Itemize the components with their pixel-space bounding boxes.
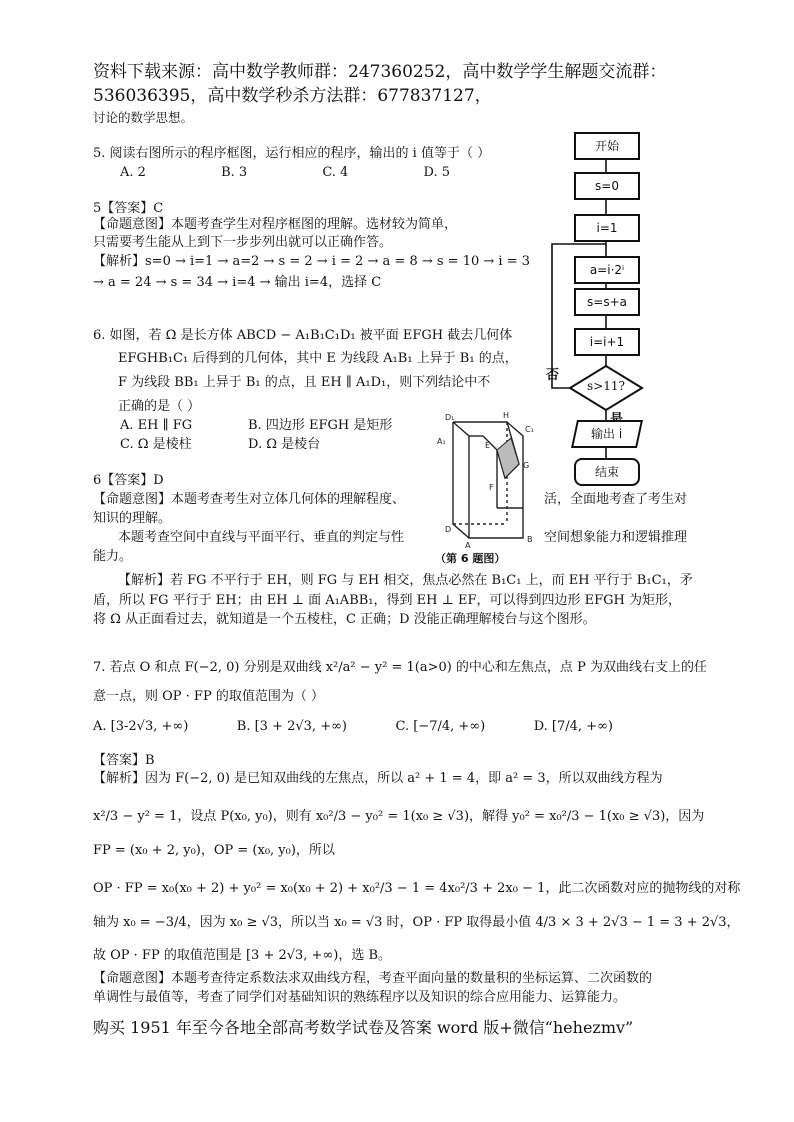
q5-answer: 5【答案】C bbox=[93, 201, 164, 216]
q7-option-b: B. [3 + 2√3, +∞) bbox=[236, 719, 347, 734]
header-line-1: 资料下载来源：高中数学教师群：247360252，高中数学学生解题交流群： bbox=[93, 62, 667, 82]
q6-intent-3b: 空间想象能力和逻辑推理 bbox=[544, 530, 688, 545]
q5-analysis-1: 【解析】s=0 → i=1 → a=2 → s = 2 → i = 2 → a = 8 → s = 10 → i = 3 bbox=[93, 254, 530, 269]
q6-answer: 6【答案】D bbox=[93, 473, 164, 488]
q7-question-1: 7. 若点 O 和点 F(−2, 0) 分别是双曲线 x²/a² − y² = 1(a>0) 的中心和左焦点，点 P 为双曲线右支上的任 bbox=[93, 660, 707, 675]
flow-a: a=i·2ⁱ bbox=[574, 256, 640, 284]
svg-text:E: E bbox=[485, 441, 491, 450]
q6-intent-3: 本题考查空间中直线与平面平行、垂直的判定与性 bbox=[118, 530, 405, 545]
q6-intent-1: 【命题意图】本题考查考生对立体几何体的理解程度、 bbox=[93, 492, 406, 507]
q7-analysis-4: OP · FP = x₀(x₀ + 2) + y₀² = x₀(x₀ + 2) + x₀²/3 − 1 = 4x₀²/3 + 2x₀ − 1，此二次函数对应的抛物线的对称 bbox=[93, 881, 741, 896]
q6-question-4: 正确的是（ ） bbox=[118, 399, 201, 414]
q7-options bbox=[93, 716, 613, 737]
flow-start: 开始 bbox=[574, 132, 640, 160]
q7-analysis-2: x²/3 − y² = 1，设点 P(x₀, y₀)，则有 x₀²/3 − y₀² = 1(x₀ ≥ √3)，解得 y₀² = x₀²/3 − 1(x₀ ≥ √3)，因为 bbox=[93, 809, 705, 824]
svg-text:G: G bbox=[523, 461, 530, 470]
flow-output bbox=[571, 420, 643, 448]
q6-intent-1b: 活，全面地考查了考生对 bbox=[544, 492, 688, 507]
q6-analysis-1: 【解析】若 FG 不平行于 EH，则 FG 与 EH 相交，焦点必然在 B₁C₁ 上，而 EH 平行于 B₁C₁，矛 bbox=[118, 573, 693, 588]
q6-question-3: F 为线段 BB₁ 上异于 B₁ 的点，且 EH ∥ A₁D₁，则下列结论中不 bbox=[118, 375, 491, 390]
q5-option-d: D. 5 bbox=[423, 165, 450, 180]
svg-text:F: F bbox=[489, 483, 494, 492]
q5-intent-2: 只需要考生能从上到下一步步列出就可以正确作答。 bbox=[93, 235, 393, 250]
svg-text:D: D bbox=[445, 525, 452, 534]
flow-no-label: 否 bbox=[546, 368, 560, 383]
q6-analysis-2: 盾，所以 FG 平行于 EH；由 EH ⊥ 面 A₁ABB₁，得到 EH ⊥ EF，可以得到四边形 EFGH 为矩形， bbox=[93, 593, 681, 608]
q7-question-2: 意一点，则 OP · FP 的取值范围为（ ） bbox=[93, 689, 324, 704]
flow-condition: s>11? bbox=[587, 379, 625, 393]
footer-note: 购买 1951 年至今各地全部高考数学试卷及答案 word 版+微信“hehezmv” bbox=[93, 1018, 634, 1037]
q7-intent-2: 单调性与最值等，考查了同学们对基础知识的熟练程序以及知识的综合应用能力、运算能力。 bbox=[93, 990, 627, 1005]
svg-text:B: B bbox=[527, 535, 533, 544]
q5-option-a: A. 2 bbox=[120, 165, 146, 180]
q7-option-a: A. [3-2√3, +∞) bbox=[93, 719, 189, 734]
flow-inc: i=i+1 bbox=[574, 328, 640, 356]
q5-question: 5. 阅读右图所示的程序框图，运行相应的程序，输出的 i 值等于（ ） bbox=[93, 146, 491, 161]
cuboid-diagram bbox=[423, 408, 543, 568]
svg-text:D₁: D₁ bbox=[445, 413, 455, 422]
svg-text:A₁: A₁ bbox=[437, 437, 446, 446]
q7-intent-1: 【命题意图】本题考查待定系数法求双曲线方程，考查平面向量的数量积的坐标运算、二次函数的 bbox=[93, 971, 653, 986]
q6-intent-4: 能力。 bbox=[93, 549, 133, 564]
flow-end: 结束 bbox=[574, 458, 640, 486]
q7-answer: 【答案】B bbox=[93, 753, 155, 768]
q6-option-a: A. EH ∥ FG bbox=[120, 418, 193, 433]
q5-option-c: C. 4 bbox=[322, 165, 349, 180]
q7-analysis-6: 故 OP · FP 的取值范围是 [3 + 2√3, +∞)，选 B。 bbox=[93, 948, 392, 963]
flow-output-label: 输出 i bbox=[591, 427, 623, 441]
q7-option-d: D. [7/4, +∞) bbox=[533, 719, 613, 734]
q6-question-2: EFGHB₁C₁ 后得到的几何体，其中 E 为线段 A₁B₁ 上异于 B₁ 的点， bbox=[118, 351, 518, 366]
q6-option-d: D. Ω 是棱台 bbox=[248, 437, 321, 452]
flowchart bbox=[546, 128, 666, 498]
q6-option-b: B. 四边形 EFGH 是矩形 bbox=[248, 418, 393, 433]
q6-option-c: C. Ω 是棱柱 bbox=[120, 437, 192, 452]
flow-s: s=s+a bbox=[574, 288, 640, 316]
q7-option-c: C. [−7/4, +∞) bbox=[395, 719, 486, 734]
svg-text:C₁: C₁ bbox=[525, 425, 534, 434]
q6-question-1: 6. 如图，若 Ω 是长方体 ABCD − A₁B₁C₁D₁ 被平面 EFGH 截去几何体 bbox=[93, 328, 513, 343]
q6-intent-2: 知识的理解。 bbox=[93, 511, 172, 526]
flow-s0: s=0 bbox=[574, 172, 640, 200]
q6-analysis-3: 将 Ω 从正面看过去，就知道是一个五棱柱，C 正确；D 没能正确理解棱台与这个图形。 bbox=[93, 612, 596, 627]
header-line-2: 536036395，高中数学秒杀方法群：677837127， bbox=[93, 86, 492, 106]
svg-text:A: A bbox=[465, 541, 471, 550]
q5-intent-1: 【命题意图】本题考查学生对程序框图的理解。选材较为简单， bbox=[93, 217, 458, 232]
q6-figure-caption: （第 6 题图） bbox=[435, 552, 506, 565]
q6-figure bbox=[423, 408, 543, 568]
q7-analysis-3: FP = (x₀ + 2, y₀)，OP = (x₀, y₀)，所以 bbox=[93, 843, 335, 858]
q7-analysis-1: 【解析】因为 F(−2, 0) 是已知双曲线的左焦点，所以 a² + 1 = 4，即 a² = 3，所以双曲线方程为 bbox=[93, 771, 663, 786]
q5-option-b: B. 3 bbox=[221, 165, 248, 180]
q5-analysis-2: → a = 24 → s = 34 → i=4 → 输出 i=4，选择 C bbox=[93, 275, 382, 290]
q7-analysis-5: 轴为 x₀ = −3/4，因为 x₀ ≥ √3，所以当 x₀ = √3 时，OP · FP 取得最小值 4/3 × 3 + 2√3 − 1 = 3 + 2√3， bbox=[93, 915, 740, 930]
svg-text:H: H bbox=[503, 411, 510, 420]
flow-i1: i=1 bbox=[574, 214, 640, 242]
header-line-3: 讨论的数学思想。 bbox=[93, 110, 194, 125]
q5-options bbox=[120, 162, 450, 183]
